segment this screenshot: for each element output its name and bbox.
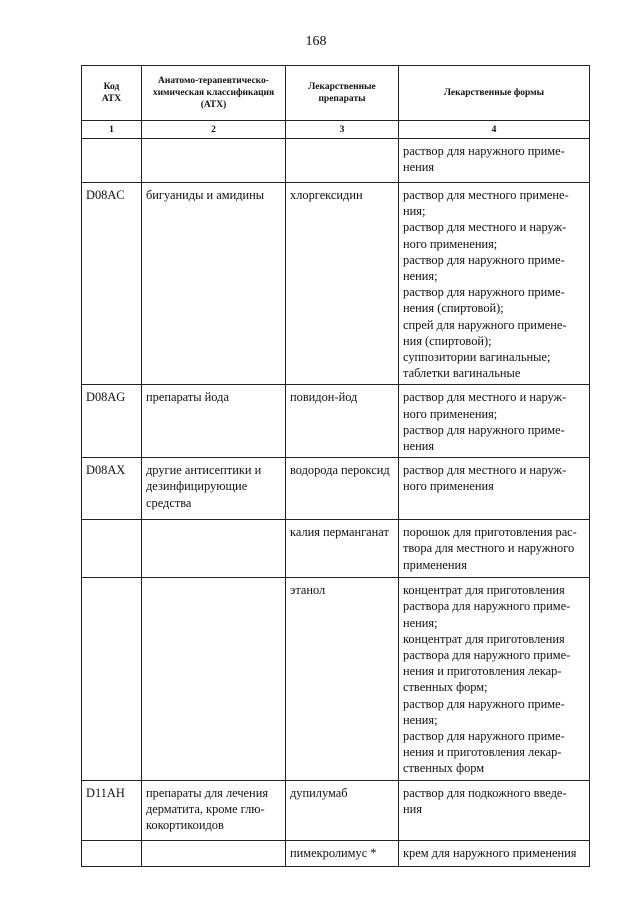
header-drugs [286, 66, 399, 121]
form-line: спрей для наружного примене- [403, 317, 567, 332]
drug-cell [286, 139, 399, 183]
atc-code-cell: D08AG [82, 385, 142, 458]
form-line: раствора для наружного приме- [403, 599, 571, 614]
header-dosage-forms [399, 66, 590, 121]
table-row [82, 139, 590, 183]
classification-cell [142, 385, 286, 458]
table-row [82, 780, 590, 840]
form-line: порошок для приготовления рас- [403, 525, 577, 540]
drug-cell: дупилумаб [286, 780, 399, 840]
form-line: концентрат для приготовления [403, 583, 565, 598]
form-line: ного применения; [403, 406, 498, 421]
classification-cell [142, 578, 286, 780]
form-line: раствор для наружного приме- [403, 285, 565, 300]
form-line: ного применения; [403, 236, 498, 251]
form-line: нения [403, 439, 435, 454]
dosage-forms-cell [399, 780, 590, 840]
column-number: 1 [82, 121, 142, 139]
atc-code-cell: D11AH [82, 780, 142, 840]
column-number: 4 [399, 121, 590, 139]
classification-cell [142, 780, 286, 840]
atc-code-cell: D08AC [82, 183, 142, 385]
drug-cell: водорода пероксид [286, 458, 399, 520]
classification-cell [142, 840, 286, 866]
table-row [82, 520, 590, 578]
dosage-forms-cell [399, 183, 590, 385]
table-row [82, 385, 590, 458]
dosage-forms-cell [399, 139, 590, 183]
form-line: крем для наружного применения [403, 845, 577, 860]
form-line: твора для местного и наружного [403, 541, 575, 556]
form-line: раствор для наружного приме- [403, 422, 565, 437]
class-line: препараты йода [146, 390, 229, 405]
form-line: ного применения [403, 479, 494, 494]
dosage-forms-cell [399, 520, 590, 578]
table-row [82, 458, 590, 520]
form-line: раствор для наружного приме- [403, 696, 565, 711]
header-line: Анатомо-терапевтическо- [158, 76, 269, 86]
class-line: средства [146, 495, 192, 510]
drug-cell: калия перманганат [286, 520, 399, 578]
drug-cell: пимекролимус * [286, 840, 399, 866]
header-line: химическая классификация [152, 88, 275, 98]
atc-code-cell [82, 840, 142, 866]
form-line: нения [403, 160, 435, 175]
form-line: ственных форм; [403, 680, 488, 695]
header-atc-classification [142, 66, 286, 121]
form-line: нения и приготовления лекар- [403, 664, 562, 679]
class-line: дезинфицирующие [146, 479, 248, 494]
atc-code-cell: D08AX [82, 458, 142, 520]
page-number: 168 [305, 34, 327, 49]
form-line: раствор для наружного приме- [403, 252, 565, 267]
header-line: Код [103, 82, 120, 92]
dosage-forms-cell [399, 578, 590, 780]
form-line: раствор для местного и наруж- [403, 220, 567, 235]
form-line: ния [403, 801, 422, 816]
form-line: применения [403, 557, 467, 572]
header-line: (АТХ) [200, 100, 227, 110]
drug-cell: этанол [286, 578, 399, 780]
form-line: раствор для наружного приме- [403, 144, 565, 158]
form-line: нения и приготовления лекар- [403, 745, 562, 760]
atc-drug-table [81, 65, 590, 867]
header-line: препараты [318, 94, 366, 104]
table-header-row [82, 66, 590, 121]
column-number: 3 [286, 121, 399, 139]
column-number-row [82, 121, 590, 139]
drug-cell: повидон-йод [286, 385, 399, 458]
dosage-forms-cell [399, 458, 590, 520]
class-line: бигуаниды и амидины [146, 188, 265, 202]
classification-cell [142, 183, 286, 385]
atc-code-cell [82, 520, 142, 578]
form-line: раствор для местного примене- [403, 188, 569, 202]
header-line: АТХ [101, 94, 122, 104]
form-line: суппозитории вагинальные; [403, 350, 551, 365]
form-line: таблетки вагинальные [403, 366, 521, 381]
form-line: нения (спиртовой); [403, 301, 504, 316]
form-line: раствор для наружного приме- [403, 729, 565, 744]
form-line: раствор для местного и наруж- [403, 390, 567, 405]
header-atc-code [82, 66, 142, 121]
class-line: другие антисептики и [146, 463, 262, 478]
table-row [82, 183, 590, 385]
form-line: ния (спиртовой); [403, 333, 492, 348]
form-line: раствор для подкожного введе- [403, 785, 567, 800]
classification-cell [142, 458, 286, 520]
class-line: кокортикоидов [146, 818, 224, 833]
drug-cell: хлоргексидин [286, 183, 399, 385]
atc-code-cell [82, 139, 142, 183]
dosage-forms-cell [399, 840, 590, 866]
form-line: нения; [403, 712, 438, 727]
table-row [82, 840, 590, 866]
class-line: дерматита, кроме глю- [146, 801, 265, 816]
form-line: концентрат для приготовления [403, 631, 565, 646]
table-row [82, 578, 590, 780]
atc-code-cell [82, 578, 142, 780]
column-number: 2 [142, 121, 286, 139]
header-line: Лекарственные [308, 82, 376, 92]
form-line: раствора для наружного приме- [403, 648, 571, 663]
form-line: ственных форм [403, 761, 485, 776]
class-line: препараты для лечения [146, 785, 269, 800]
header-line: Лекарственные формы [443, 88, 545, 98]
form-line: ния; [403, 204, 426, 219]
classification-cell [142, 520, 286, 578]
form-line: нения; [403, 269, 438, 284]
classification-cell [142, 139, 286, 183]
form-line: раствор для местного и наруж- [403, 463, 567, 478]
form-line: нения; [403, 615, 438, 630]
dosage-forms-cell [399, 385, 590, 458]
